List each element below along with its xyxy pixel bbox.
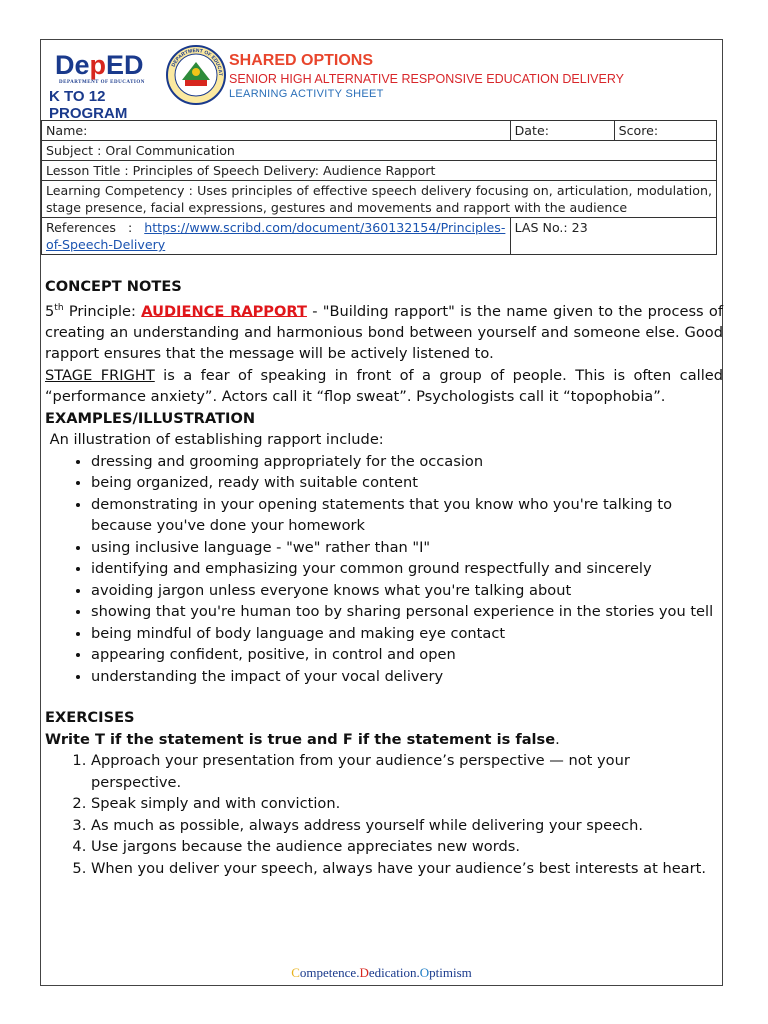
- motto-footer: Competence.Dedication.Optimism: [291, 965, 472, 980]
- concept-paragraph-1: 5th Principle: AUDIENCE RAPPORT - "Building rapport" is the name given to the process of creating an understanding and harmonious bond between yourself and someone else. Good rapport ensures that the message will be actively listened to.: [45, 302, 724, 363]
- references-cell: References : https://www.scribd.com/document/360132154/Principles-of-Speech-Delivery: [42, 218, 511, 255]
- stage-fright-term: STAGE FRIGHT: [45, 366, 155, 384]
- audience-rapport-term: AUDIENCE RAPPORT: [141, 302, 307, 320]
- activity-sheet: [40, 39, 723, 986]
- list-item: • appearing confident, positive, in control and open: [91, 644, 723, 666]
- date-field[interactable]: Date:: [510, 121, 614, 141]
- list-item: • being organized, ready with suitable content: [91, 472, 723, 494]
- concept-notes-heading: CONCEPT NOTES: [45, 278, 182, 295]
- sheet-header: [41, 40, 722, 120]
- list-item: 2. Speak simply and with conviction.: [91, 793, 723, 815]
- list-item: • understanding the impact of your vocal delivery: [91, 666, 723, 688]
- program-subtitle: SENIOR HIGH ALTERNATIVE RESPONSIVE EDUCATION DELIVERY: [229, 72, 624, 86]
- subject-row: Subject : Oral Communication: [42, 141, 717, 161]
- las-number: LAS No.: 23: [510, 218, 716, 255]
- examples-intro: An illustration of establishing rapport include:: [45, 431, 384, 449]
- exercises-heading: EXERCISES: [45, 709, 135, 727]
- student-info-table: [41, 120, 717, 255]
- list-item: • identifying and emphasizing your common ground respectfully and sincerely: [91, 558, 723, 580]
- svg-text:DEPARTMENT OF EDUCATION: DEPARTMENT OF EDUCAT: [170, 47, 224, 77]
- list-item: • demonstrating in your opening statements that you know who you're talking to because you've done your homework: [91, 494, 723, 537]
- deped-subtitle: DEPARTMENT OF EDUCATION: [59, 80, 145, 85]
- list-item: 3. As much as possible, always address yourself while delivering your speech.: [91, 815, 723, 837]
- examples-list: [45, 451, 723, 688]
- competency-row: Learning Competency : Uses principles of effective speech delivery focusing on, articulation, modulation, stage presence, facial expressions, gestures and movements and rapport with the audience: [42, 181, 717, 218]
- list-item: 4. Use jargons because the audience appreciates new words.: [91, 836, 723, 858]
- list-item: 5. When you deliver your speech, always have your audience’s best interests at heart.: [91, 858, 723, 880]
- program-title: SHARED OPTIONS: [229, 52, 374, 69]
- deped-logo: [45, 46, 163, 122]
- list-item: • avoiding jargon unless everyone knows what you're talking about: [91, 580, 723, 602]
- references-link[interactable]: https://www.scribd.com/document/360132154/Principles-of-Speech-Delivery: [46, 220, 506, 252]
- k12-program-label: K TO 12 PROGRAM: [49, 88, 128, 122]
- deped-seal-icon: [165, 44, 227, 106]
- exercises-list: [45, 750, 723, 879]
- list-item: • using inclusive language - "we" rather than "I": [91, 537, 723, 559]
- score-field[interactable]: Score:: [614, 121, 716, 141]
- list-item: • being mindful of body language and making eye contact: [91, 623, 723, 645]
- concept-paragraph-2: STAGE FRIGHT is a fear of speaking in front of a group of people. This is often called “performance anxiety”. Actors call it “flop sweat”. Psychologists call it “topophobia”.: [45, 366, 723, 406]
- list-item: • dressing and grooming appropriately for the occasion: [91, 451, 723, 473]
- sheet-type-label: LEARNING ACTIVITY SHEET: [229, 88, 384, 100]
- list-item: 1. Approach your presentation from your audience’s perspective — not your perspective.: [91, 750, 723, 793]
- name-field[interactable]: Name:: [42, 121, 511, 141]
- exercises-instruction: Write T if the statement is true and F if the statement is false.: [45, 730, 560, 748]
- examples-heading: EXAMPLES/ILLUSTRATION: [45, 409, 256, 427]
- sheet-content: [45, 276, 723, 879]
- lesson-title-row: Lesson Title : Principles of Speech Delivery: Audience Rapport: [42, 161, 717, 181]
- deped-wordmark: DepED: [55, 50, 144, 80]
- list-item: • showing that you're human too by sharing personal experience in the stories you tell: [91, 601, 723, 623]
